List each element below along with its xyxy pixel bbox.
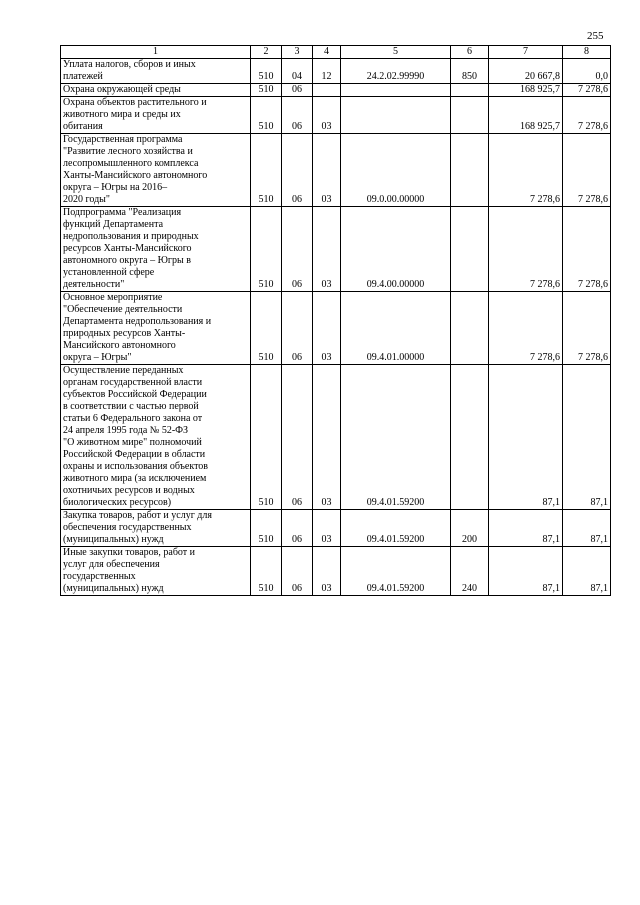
table-row bbox=[61, 97, 611, 134]
admin-code-cell: 510 bbox=[251, 59, 282, 84]
section-cell: 04 bbox=[282, 59, 313, 84]
admin-code-cell: 510 bbox=[251, 547, 282, 596]
subsection-cell: 12 bbox=[313, 59, 341, 84]
amount-cell: 7 278,6 bbox=[489, 292, 563, 365]
admin-code-cell: 510 bbox=[251, 510, 282, 547]
admin-code-cell: 510 bbox=[251, 365, 282, 510]
amount-cell: 168 925,7 bbox=[489, 84, 563, 97]
amount-cell: 87,1 bbox=[563, 365, 611, 510]
amount-cell: 87,1 bbox=[489, 510, 563, 547]
amount-cell: 7 278,6 bbox=[563, 97, 611, 134]
row-name-cell: Уплата налогов, сборов и иных платежей bbox=[61, 59, 251, 84]
row-name-cell: Охрана объектов растительного и животного мира и среды их обитания bbox=[61, 97, 251, 134]
table-row bbox=[61, 365, 611, 510]
column-header: 8 bbox=[563, 46, 611, 59]
subsection-cell: 03 bbox=[313, 547, 341, 596]
expense-type-cell: 200 bbox=[451, 510, 489, 547]
admin-code-cell: 510 bbox=[251, 134, 282, 207]
expense-type-cell: 850 bbox=[451, 59, 489, 84]
target-article-cell: 09.4.01.59200 bbox=[341, 510, 451, 547]
admin-code-cell: 510 bbox=[251, 207, 282, 292]
amount-cell: 7 278,6 bbox=[489, 134, 563, 207]
budget-table bbox=[60, 45, 611, 596]
expense-type-cell bbox=[451, 84, 489, 97]
expense-type-cell bbox=[451, 134, 489, 207]
row-name-cell: Подпрограмма "Реализация функций Департамента недропользования и природных ресурсов Ханты-Мансийского автономного округа – Югры в установленной сфере деятельности" bbox=[61, 207, 251, 292]
amount-cell: 20 667,8 bbox=[489, 59, 563, 84]
target-article-cell: 09.0.00.00000 bbox=[341, 134, 451, 207]
expense-type-cell bbox=[451, 365, 489, 510]
amount-cell: 87,1 bbox=[489, 547, 563, 596]
amount-cell: 7 278,6 bbox=[563, 134, 611, 207]
row-name-cell: Иные закупки товаров, работ и услуг для обеспечения государственных (муниципальных) нужд bbox=[61, 547, 251, 596]
amount-cell: 87,1 bbox=[563, 547, 611, 596]
admin-code-cell: 510 bbox=[251, 292, 282, 365]
target-article-cell: 24.2.02.99990 bbox=[341, 59, 451, 84]
table-row bbox=[61, 292, 611, 365]
section-cell: 06 bbox=[282, 547, 313, 596]
target-article-cell bbox=[341, 84, 451, 97]
amount-cell: 168 925,7 bbox=[489, 97, 563, 134]
table-row bbox=[61, 59, 611, 84]
row-name-cell: Закупка товаров, работ и услуг для обеспечения государственных (муниципальных) нужд bbox=[61, 510, 251, 547]
amount-cell: 87,1 bbox=[489, 365, 563, 510]
column-header: 1 bbox=[61, 46, 251, 59]
subsection-cell: 03 bbox=[313, 134, 341, 207]
expense-type-cell bbox=[451, 292, 489, 365]
amount-cell: 7 278,6 bbox=[563, 292, 611, 365]
column-header: 2 bbox=[251, 46, 282, 59]
table-row bbox=[61, 134, 611, 207]
section-cell: 06 bbox=[282, 510, 313, 547]
expense-type-cell bbox=[451, 97, 489, 134]
admin-code-cell: 510 bbox=[251, 97, 282, 134]
column-header: 6 bbox=[451, 46, 489, 59]
target-article-cell: 09.4.01.00000 bbox=[341, 292, 451, 365]
subsection-cell: 03 bbox=[313, 510, 341, 547]
column-header: 3 bbox=[282, 46, 313, 59]
row-name-cell: Основное мероприятие "Обеспечение деятельности Департамента недропользования и природных ресурсов Ханты- Мансийского автономного округа – Югры" bbox=[61, 292, 251, 365]
row-name-cell: Государственная программа "Развитие лесного хозяйства и лесопромышленного комплекса Ханты-Мансийского автономного округа – Югры на 2016– 2020 годы" bbox=[61, 134, 251, 207]
expense-type-cell: 240 bbox=[451, 547, 489, 596]
amount-cell: 7 278,6 bbox=[563, 207, 611, 292]
column-header: 4 bbox=[313, 46, 341, 59]
section-cell: 06 bbox=[282, 292, 313, 365]
subsection-cell: 03 bbox=[313, 207, 341, 292]
row-name-cell: Охрана окружающей среды bbox=[61, 84, 251, 97]
subsection-cell: 03 bbox=[313, 292, 341, 365]
target-article-cell: 09.4.00.00000 bbox=[341, 207, 451, 292]
amount-cell: 87,1 bbox=[563, 510, 611, 547]
row-name-cell: Осуществление переданных органам государственной власти субъектов Российской Федерации в соответствии с частью первой статьи 6 Федерального закона от 24 апреля 1995 года № 52-ФЗ "О животном мире" полномочий Российской Федерации в области охраны и использования объектов животного мира (за исключением охотничьих ресурсов и водных биологических ресурсов) bbox=[61, 365, 251, 510]
table-row bbox=[61, 84, 611, 97]
section-cell: 06 bbox=[282, 365, 313, 510]
table-header-row bbox=[61, 46, 611, 59]
table-row bbox=[61, 207, 611, 292]
admin-code-cell: 510 bbox=[251, 84, 282, 97]
table-row bbox=[61, 547, 611, 596]
section-cell: 06 bbox=[282, 207, 313, 292]
expense-type-cell bbox=[451, 207, 489, 292]
target-article-cell bbox=[341, 97, 451, 134]
section-cell: 06 bbox=[282, 97, 313, 134]
section-cell: 06 bbox=[282, 84, 313, 97]
section-cell: 06 bbox=[282, 134, 313, 207]
column-header: 5 bbox=[341, 46, 451, 59]
target-article-cell: 09.4.01.59200 bbox=[341, 365, 451, 510]
amount-cell: 7 278,6 bbox=[489, 207, 563, 292]
page-number: 255 bbox=[587, 30, 604, 42]
subsection-cell: 03 bbox=[313, 365, 341, 510]
subsection-cell bbox=[313, 84, 341, 97]
column-header: 7 bbox=[489, 46, 563, 59]
target-article-cell: 09.4.01.59200 bbox=[341, 547, 451, 596]
table-row bbox=[61, 510, 611, 547]
amount-cell: 0,0 bbox=[563, 59, 611, 84]
subsection-cell: 03 bbox=[313, 97, 341, 134]
amount-cell: 7 278,6 bbox=[563, 84, 611, 97]
